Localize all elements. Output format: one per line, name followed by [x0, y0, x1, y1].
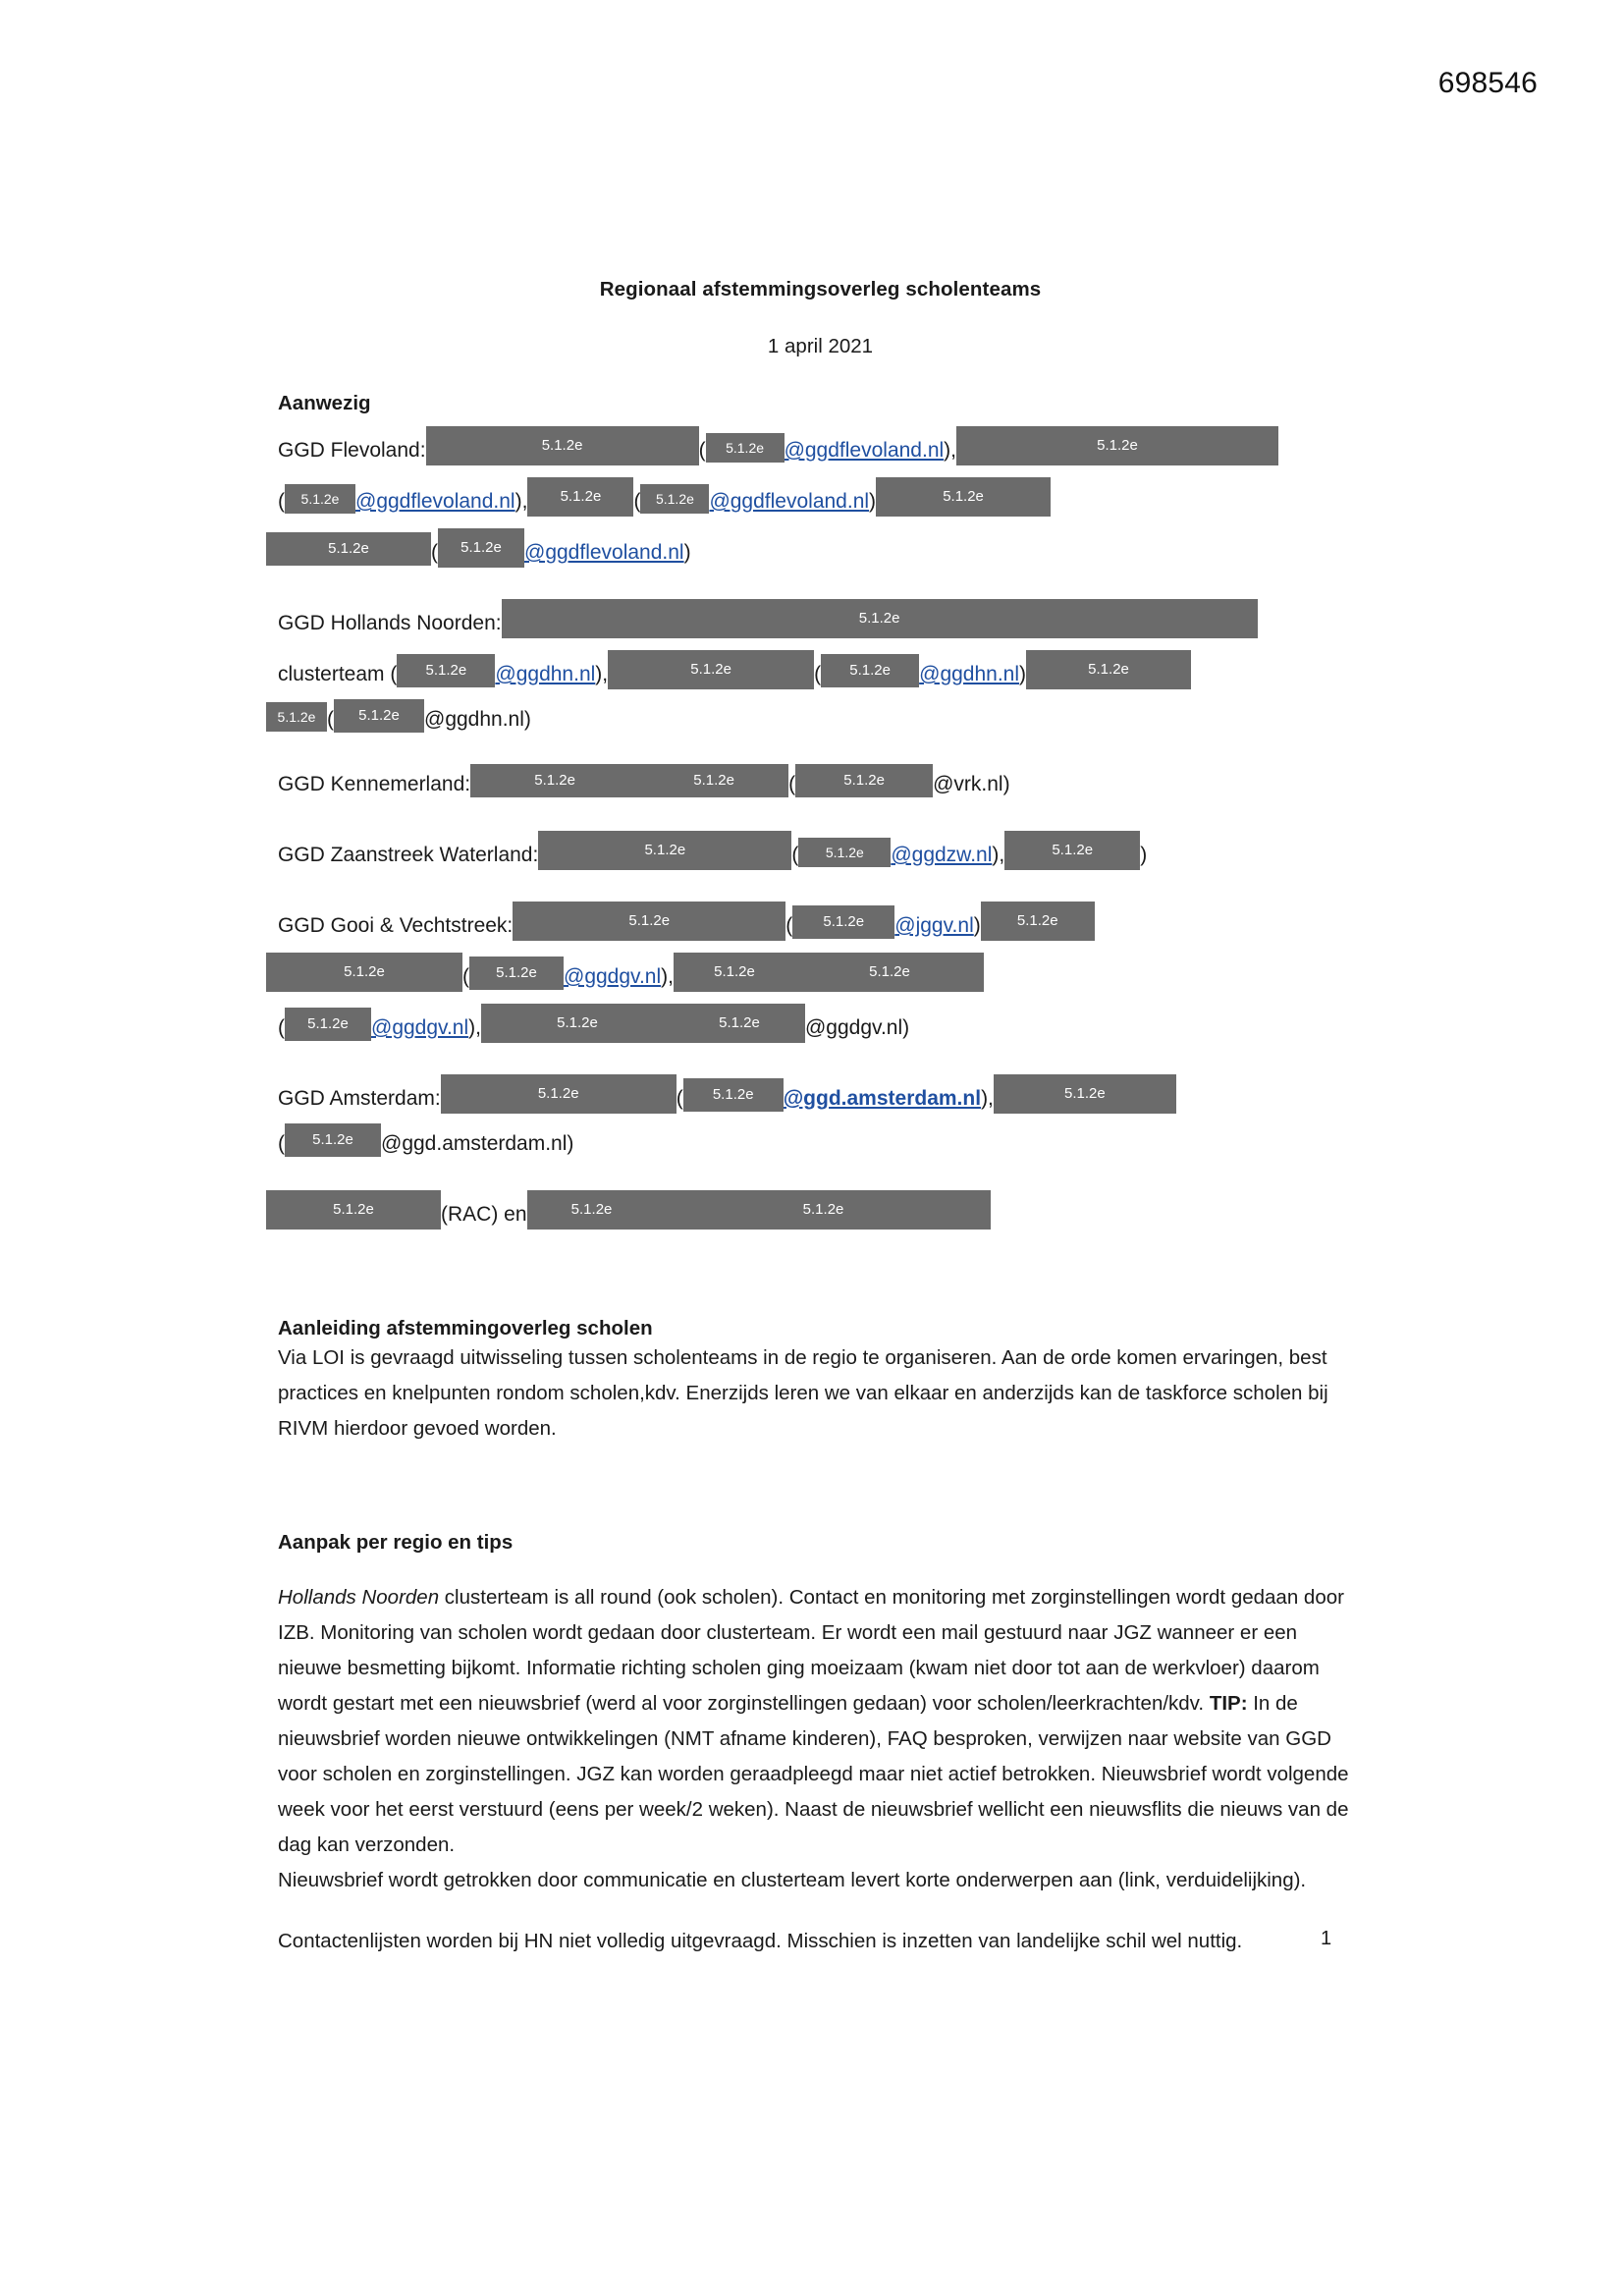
redaction-bar: 5.1.2e — [266, 1190, 441, 1230]
attendee-line — [278, 692, 1353, 738]
email-text-amsterdam: @ggd.amsterdam.nl — [381, 1132, 568, 1155]
attendee-line — [278, 590, 1353, 641]
redaction-bar: 5.1.2e — [795, 764, 933, 797]
section-aanleiding — [278, 1317, 1353, 1447]
paren-close: ) — [1140, 844, 1148, 866]
paren-open: ( — [278, 1132, 285, 1155]
redaction-bar: 5.1.2e — [657, 1190, 991, 1230]
attendees-heading: Aanwezig — [278, 392, 371, 414]
paren-close: ) — [902, 1016, 910, 1039]
attendee-line — [278, 1181, 1353, 1232]
attendee-line — [278, 641, 1353, 692]
attendee-group-hollands-noorden — [278, 590, 1353, 738]
attendee-line — [278, 757, 1353, 802]
redaction-bar: 5.1.2e — [538, 831, 791, 870]
email-link-flevoland[interactable]: @ggdflevoland.nl — [524, 541, 684, 564]
attendee-line — [278, 519, 1353, 571]
redaction-bar: 5.1.2e — [481, 1004, 674, 1043]
redaction-bar: 5.1.2e — [1004, 831, 1140, 870]
region-name-italic: Hollands Noorden — [278, 1586, 440, 1609]
paren-open: ( — [462, 965, 469, 988]
redaction-bar: 5.1.2e — [469, 957, 564, 990]
redaction-bar: 5.1.2e — [438, 528, 524, 568]
paren-open: ( — [788, 773, 796, 795]
paren-close-comma: ), — [992, 844, 1005, 866]
email-text-kennemerland: @vrk.nl — [933, 773, 1003, 795]
org-label-kennemerland: GGD Kennemerland: — [278, 773, 471, 795]
org-label-amsterdam: GGD Amsterdam: — [278, 1087, 441, 1110]
section-aanpak — [278, 1531, 1353, 1959]
email-link-gooi[interactable]: @ggdgv.nl — [371, 1016, 469, 1039]
paren-open: ( — [814, 663, 822, 685]
attendee-group-rac — [278, 1181, 1353, 1232]
redaction-bar: 5.1.2e — [1026, 650, 1191, 689]
redaction-bar: 5.1.2e — [527, 477, 633, 517]
paragraph-part-1: clusterteam is all round (ook scholen). Contact en monitoring met zorginstellingen wordt gedaan door IZB. Monitoring van scholen wordt gedaan door clusterteam. Er wordt een mail gestuurd naar JGZ wanneer er een nieuwe besmetting bijkomt. Informatie richting scholen ging moeizaam (kwam niet door tot aan de werkvloer) daarom wordt gestart met een nieuwsbrief (werd al voor zorginstellingen gedaan) voor scholen/leerkrachten/kdv. — [278, 1586, 1344, 1715]
attendees-list — [278, 417, 1353, 1232]
paren-close: ) — [869, 490, 877, 513]
attendee-line — [278, 1117, 1353, 1162]
redaction-bar: 5.1.2e — [441, 1074, 677, 1114]
attendee-line — [278, 995, 1353, 1046]
attendee-group-flevoland — [278, 417, 1353, 571]
paren-open: ( — [633, 490, 641, 513]
email-text-gooi: @ggdgv.nl — [804, 1016, 903, 1039]
paren-close: ) — [1019, 663, 1027, 685]
paren-open: ( — [327, 708, 334, 731]
redaction-bar: 5.1.2e — [876, 477, 1051, 517]
paren-open: ( — [278, 1016, 285, 1039]
attendee-group-zaanstreek-waterland — [278, 822, 1353, 873]
email-link-flevoland[interactable]: @ggdflevoland.nl — [355, 490, 515, 513]
paren-close: ) — [567, 1132, 574, 1155]
redaction-bar: 5.1.2e — [674, 1004, 805, 1043]
email-link-hollands-noorden[interactable]: @ggdhn.nl — [495, 663, 596, 685]
attendee-group-kennemerland — [278, 757, 1353, 802]
redaction-bar: 5.1.2e — [706, 433, 785, 463]
redaction-bar: 5.1.2e — [981, 902, 1095, 941]
paren-close: ) — [973, 914, 981, 937]
section-heading-aanpak: Aanpak per regio en tips — [278, 1531, 514, 1554]
attendee-line — [278, 417, 1353, 468]
paren-open: ( — [698, 439, 706, 462]
email-link-gooi[interactable]: @ggdgv.nl — [564, 965, 662, 988]
redaction-bar: 5.1.2e — [426, 426, 699, 465]
section-paragraph-hollands-noorden — [278, 1580, 1353, 1863]
attendee-line — [278, 893, 1353, 944]
email-link-hollands-noorden[interactable]: @ggdhn.nl — [919, 663, 1020, 685]
document-number: 698546 — [1437, 67, 1538, 99]
paren-close-comma: ), — [514, 490, 528, 513]
redaction-bar: 5.1.2e — [266, 532, 431, 566]
rac-label: (RAC) en — [441, 1203, 527, 1226]
paren-close-comma: ), — [944, 439, 956, 462]
paragraph-part-2: In de nieuwsbrief worden nieuwe ontwikkelingen (NMT afname kinderen), FAQ besproken, verwijzen naar website van GGD voor scholen en zorginstellingen. JGZ kan worden geraadpleegd maar niet actief betrokken. Nieuwsbrief wordt volgende week voor het eerst verstuurd (eens per week/2 weken). Naast de nieuwsbrief wellicht een nieuwsflits die nieuws van de dag kan verzonden. — [278, 1692, 1349, 1856]
redaction-bar: 5.1.2e — [640, 484, 709, 514]
org-label-zaanstreek: GGD Zaanstreek Waterland: — [278, 844, 539, 866]
redaction-bar: 5.1.2e — [798, 838, 891, 867]
org-label-gooi: GGD Gooi & Vechtstreek: — [278, 914, 514, 937]
redaction-bar: 5.1.2e — [821, 654, 919, 687]
email-link-amsterdam[interactable]: @ggd.amsterdam.nl — [783, 1087, 982, 1110]
subrole-clusterteam: clusterteam — [278, 663, 385, 685]
page-number: 1 — [1321, 1928, 1332, 1949]
attendee-line — [278, 944, 1353, 995]
page-title: Regionaal afstemmingsoverleg scholenteams — [599, 278, 1042, 301]
redaction-bar: 5.1.2e — [502, 599, 1258, 638]
redaction-bar: 5.1.2e — [608, 650, 814, 689]
email-link-gooi[interactable]: @jggv.nl — [894, 914, 974, 937]
org-label-flevoland: GGD Flevoland: — [278, 439, 426, 462]
redaction-bar: 5.1.2e — [994, 1074, 1176, 1114]
attendee-line — [278, 468, 1353, 519]
document-content — [278, 278, 1353, 1959]
paren-close-comma: ), — [661, 965, 674, 988]
tip-label: TIP: — [1209, 1692, 1248, 1715]
section-paragraph-nieuwsbrief: Nieuwsbrief wordt getrokken door communicatie en clusterteam levert korte onderwerpen aan (link, verduidelijking). — [278, 1869, 1307, 1891]
redaction-bar: 5.1.2e — [683, 1078, 784, 1112]
redaction-bar: 5.1.2e — [285, 484, 355, 514]
paren-open: ( — [676, 1087, 683, 1110]
section-heading-aanleiding: Aanleiding afstemmingoverleg scholen — [278, 1317, 653, 1339]
paren-close-comma: ), — [981, 1087, 994, 1110]
paren-open: ( — [278, 490, 285, 513]
email-link-flevoland[interactable]: @ggdflevoland.nl — [709, 490, 870, 513]
document-date: 1 april 2021 — [767, 335, 874, 357]
redaction-bar: 5.1.2e — [527, 1190, 657, 1230]
redaction-bar: 5.1.2e — [334, 699, 424, 733]
paren-close: ) — [1002, 773, 1010, 795]
redaction-bar: 5.1.2e — [285, 1123, 381, 1157]
redaction-bar: 5.1.2e — [956, 426, 1278, 465]
redaction-bar: 5.1.2e — [639, 764, 788, 797]
attendee-group-gooi-vechtstreek — [278, 893, 1353, 1046]
redaction-bar: 5.1.2e — [792, 905, 894, 939]
redaction-bar: 5.1.2e — [285, 1008, 371, 1041]
redaction-bar: 5.1.2e — [266, 702, 327, 732]
redaction-bar: 5.1.2e — [513, 902, 785, 941]
redaction-bar: 5.1.2e — [674, 953, 795, 992]
paren-open: ( — [431, 541, 438, 564]
redaction-bar: 5.1.2e — [470, 764, 639, 797]
section-paragraph-aanleiding: Via LOI is gevraagd uitwisseling tussen scholenteams in de regio te organiseren. Aan de orde komen ervaringen, best practices en knelpunten rondom scholen,kdv. Enerzijds leren we van elkaar en anderzijds kan de taskforce scholen bij RIVM hierdoor gevoed worden. — [278, 1346, 1328, 1440]
paren-close-comma: ), — [595, 663, 609, 685]
attendee-line — [278, 822, 1353, 873]
paren-close: ) — [523, 708, 531, 731]
paren-open: ( — [791, 844, 799, 866]
email-link-zaanstreek[interactable]: @ggdzw.nl — [891, 844, 993, 866]
redaction-bar: 5.1.2e — [266, 953, 462, 992]
email-text-hollands-noorden: @ggdhn.nl — [424, 708, 524, 731]
email-link-flevoland[interactable]: @ggdflevoland.nl — [784, 439, 945, 462]
paren-open: ( — [785, 914, 793, 937]
attendee-line — [278, 1066, 1353, 1117]
redaction-bar: 5.1.2e — [397, 654, 495, 687]
paren-close-comma: ), — [468, 1016, 481, 1039]
attendee-group-amsterdam — [278, 1066, 1353, 1162]
org-label-hollands-noorden: GGD Hollands Noorden: — [278, 612, 502, 634]
section-paragraph-contactenlijsten: Contactenlijsten worden bij HN niet volledig uitgevraagd. Misschien is inzetten van landelijke schil wel nuttig. — [278, 1930, 1243, 1952]
paren-close: ) — [683, 541, 691, 564]
redaction-bar: 5.1.2e — [795, 953, 984, 992]
paren-open: ( — [390, 663, 398, 685]
